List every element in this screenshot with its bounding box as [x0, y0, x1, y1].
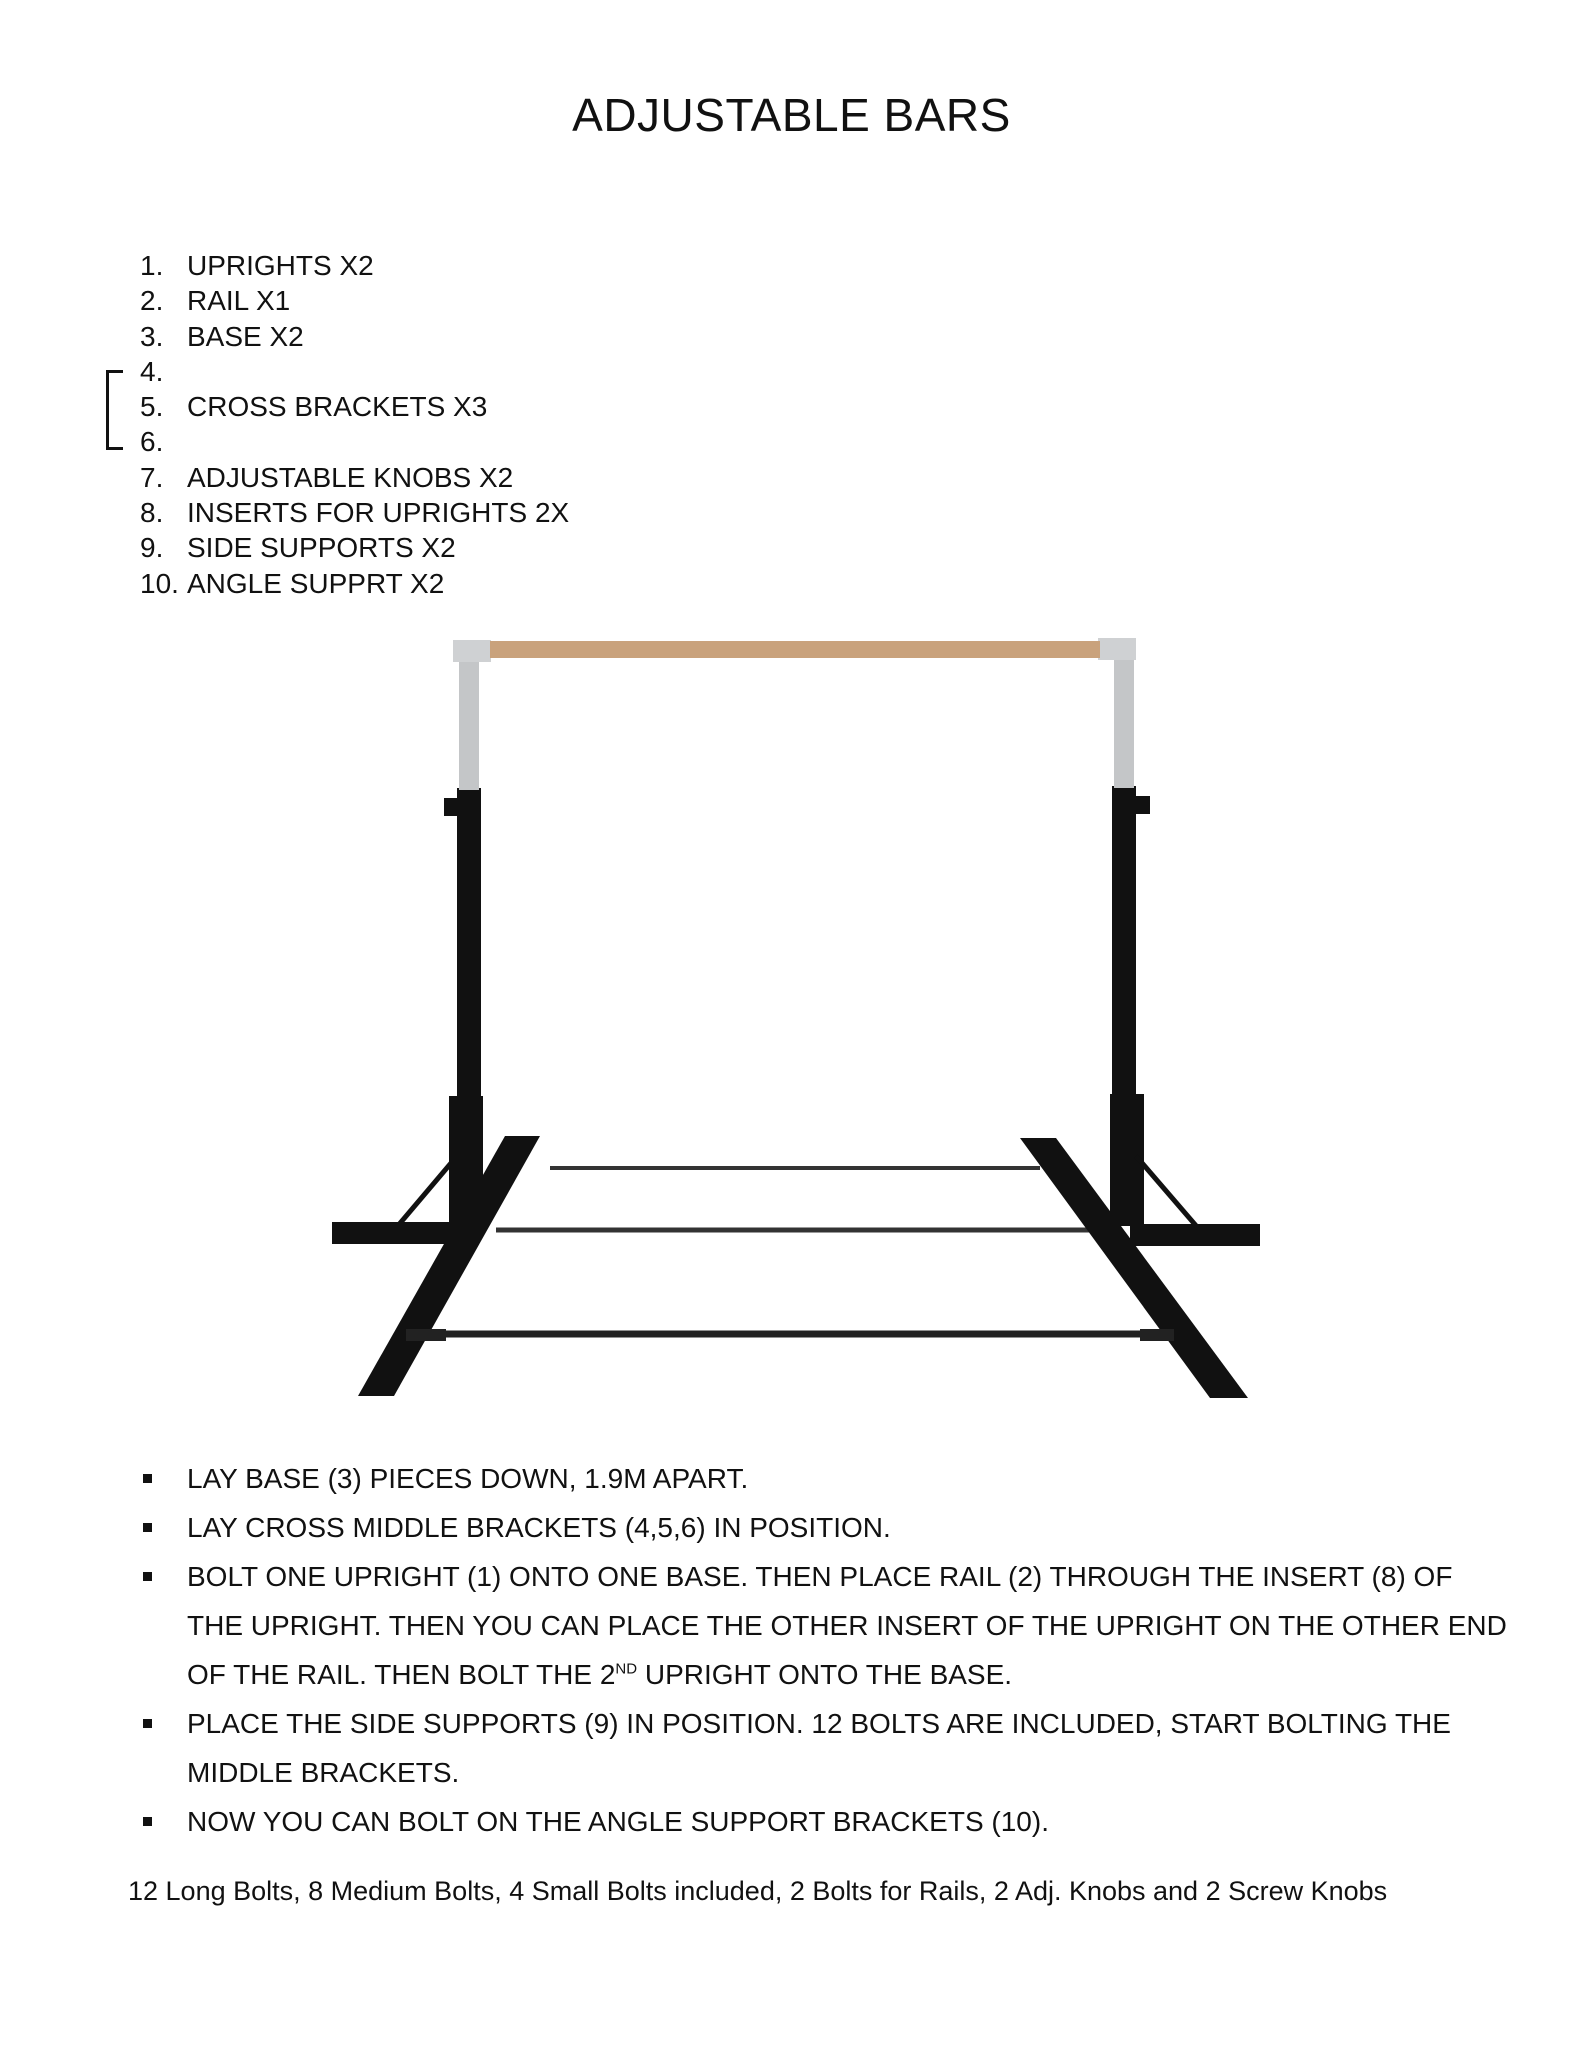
parts-list — [140, 248, 569, 601]
page-title: ADJUSTABLE BARS — [572, 89, 1011, 141]
bullet-square-icon — [143, 1719, 152, 1728]
list-item: 1. UPRIGHTS X2 — [140, 250, 374, 281]
list-item: NOW YOU CAN BOLT ON THE ANGLE SUPPORT BRACKETS (10). — [140, 1797, 1510, 1846]
list-item: 4. — [140, 355, 164, 387]
list-item: 3. BASE X2 — [140, 320, 304, 352]
list-item: 2. RAIL X1 — [140, 285, 291, 317]
list-item: 7. ADJUSTABLE KNOBS X2 — [140, 461, 514, 493]
bullet-square-icon — [143, 1523, 152, 1532]
list-item: 5. CROSS BRACKETS X3 — [140, 391, 488, 423]
bullet-square-icon — [143, 1572, 152, 1581]
bracket-icon — [106, 370, 123, 450]
list-item: 8. INSERTS FOR UPRIGHTS 2X — [140, 497, 570, 529]
list-item: 9. SIDE SUPPORTS X2 — [140, 532, 456, 564]
bullet-square-icon — [143, 1474, 152, 1483]
list-item: BOLT ONE UPRIGHT (1) ONTO ONE BASE. THEN PLACE RAIL (2) THROUGH THE INSERT (8) OF THE UPRIGHT. THEN YOU CAN PLACE THE OTHER INSERT OF THE UPRIGHT ON THE OTHER END OF THE RAIL. THEN BOLT THE 2ND UPRIGHT ONTO THE BASE. — [140, 1552, 1510, 1699]
list-item: PLACE THE SIDE SUPPORTS (9) IN POSITION. 12 BOLTS ARE INCLUDED, START BOLTING THE MIDDLE BRACKETS. — [140, 1699, 1510, 1797]
bars-frame — [332, 638, 1260, 1398]
bar-product-illustration — [320, 636, 1260, 1406]
bullet-square-icon — [143, 1817, 152, 1826]
list-item: LAY BASE (3) PIECES DOWN, 1.9M APART. — [140, 1454, 1510, 1503]
assembly-steps — [140, 1454, 1510, 1846]
hardware-note: 12 Long Bolts, 8 Medium Bolts, 4 Small Bolts included, 2 Bolts for Rails, 2 Adj. Knobs and 2 Screw Knobs — [128, 1876, 1388, 1906]
list-item: 10. ANGLE SUPPRT X2 — [140, 567, 445, 599]
list-item: LAY CROSS MIDDLE BRACKETS (4,5,6) IN POSITION. — [140, 1503, 1510, 1552]
list-item: 6. — [140, 426, 164, 458]
